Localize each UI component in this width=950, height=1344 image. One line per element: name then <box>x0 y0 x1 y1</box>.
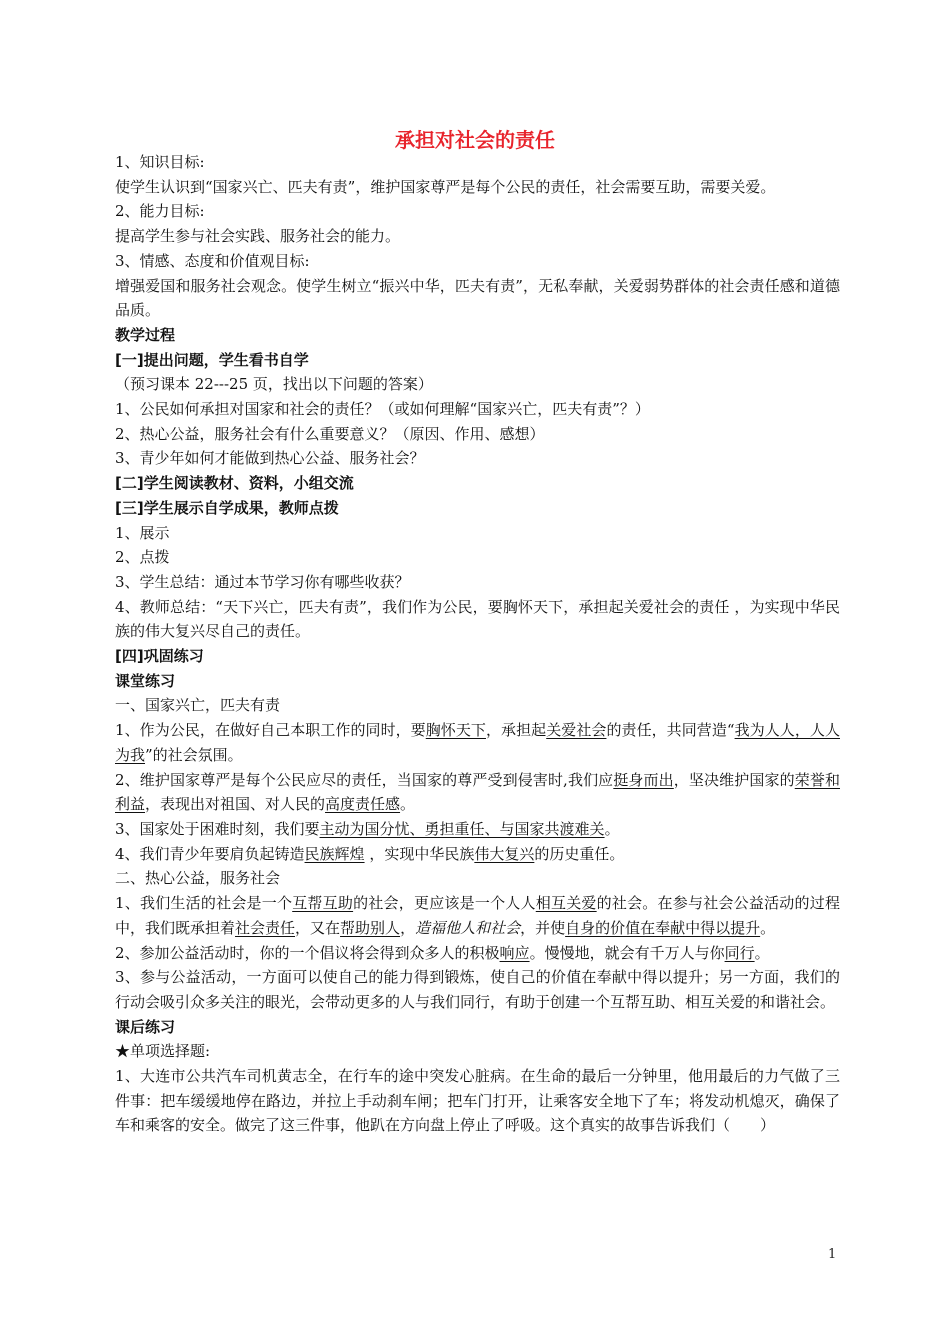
knowledge-text: 使学生认识到“国家兴亡、匹夫有责”，维护国家尊严是每个公民的责任，社会需要互助，需要关爱。 <box>115 177 776 196</box>
document-body <box>115 150 840 1138</box>
text-run: ，并使 <box>520 918 566 937</box>
step4-heading: [四]巩固练习 <box>115 647 204 666</box>
answer-blank: 胸怀天下 <box>425 721 486 740</box>
answer-blank: 我为人人，人人为我 <box>115 721 840 764</box>
section1-heading: 一、国家兴亡，匹夫有责 <box>115 696 281 715</box>
homework-heading: 课后练习 <box>115 1017 176 1036</box>
text-run: 的社会。在参与社会公益活动的过程中，我们既承担着 <box>115 894 840 937</box>
answer-blank: 响应 <box>499 943 530 962</box>
answer-blank: 互帮互助 <box>292 894 354 913</box>
step1-question-3: 3、青少年如何才能做到热心公益、服务社会？ <box>115 449 425 468</box>
answer-blank: 高度责任感 <box>325 795 401 814</box>
answer-blank: 关爱社会 <box>546 721 607 740</box>
exercise-2-3: 3、参与公益活动，一方面可以使自己的能力得到锻炼，使自己的价值在奉献中得以提升；另一方面，我们的行动会吸引众多关注的眼光，会带动更多的人与我们同行，有助于创建一个互帮互助、相互关爱的和谐社会。 <box>115 968 840 1011</box>
step3-item-4: 4、教师总结：“天下兴亡，匹夫有责”，我们作为公民，要胸怀天下，承担起关爱社会的责任 ，为实现中华民族的伟大复兴尽自己的责任。 <box>115 597 840 641</box>
answer-blank: 伟大复兴 <box>474 844 535 863</box>
answer-blank: 民族辉煌 <box>304 844 365 863</box>
text-run: 。 <box>754 943 770 962</box>
text-run: ，坚决维护国家的 <box>673 770 795 789</box>
section2-heading: 二、热心公益，服务社会 <box>115 869 281 888</box>
text-run: ”的社会氛围。 <box>145 745 243 764</box>
step3-item-2: 2、点拨 <box>115 548 170 567</box>
text-run: 的责任，共同营造“ <box>606 721 735 740</box>
answer-italic: 造福他人和社会 <box>415 918 521 937</box>
answer-blank: 自身的价值在奉献中得以提升 <box>565 918 761 937</box>
step1-note: （预习课本 22---25 页，找出以下问题的答案） <box>115 375 433 394</box>
multiple-choice-heading: ★单项选择题: <box>115 1042 211 1061</box>
text-run: 的历史重任。 <box>534 844 625 863</box>
text-run: 3、国家处于困难时刻，我们要 <box>115 819 320 838</box>
answer-blank: 同行 <box>724 943 755 962</box>
text-run: ，又在 <box>295 918 341 937</box>
exercise-2-1 <box>115 891 840 940</box>
exercise-1-4 <box>115 842 840 867</box>
text-run: 。 <box>604 819 620 838</box>
text-run: ，表现出对祖国、对人民的 <box>145 795 326 814</box>
text-run: ，实现中华民族 <box>364 844 475 863</box>
answer-blank: 帮助别人 <box>340 918 401 937</box>
classroom-heading: 课堂练习 <box>115 671 176 690</box>
step1-question-1: 1、公民如何承担对国家和社会的责任？（或如何理解“国家兴亡，匹夫有责”？） <box>115 400 650 419</box>
step1-heading: [一]提出问题，学生看书自学 <box>115 350 309 369</box>
text-run: 1、我们生活的社会是一个 <box>115 894 293 913</box>
step2-heading: [二]学生阅读教材、资料，小组交流 <box>115 474 354 493</box>
emotion-heading: 3、情感、态度和价值观目标: <box>115 251 310 270</box>
page-title: 承担对社会的责任 <box>395 128 555 152</box>
page-number: 1 <box>828 1247 837 1262</box>
text-run: ， <box>400 918 416 937</box>
emotion-text: 增强爱国和服务社会观念。使学生树立“振兴中华，匹夫有责”，无私奉献，关爱弱势群体的社会责任感和道德品质。 <box>115 276 840 320</box>
exercise-1-1 <box>115 718 840 767</box>
answer-blank: 相互关爱 <box>535 894 597 913</box>
text-run: 1、作为公民，在做好自己本职工作的同时，要 <box>115 721 426 740</box>
step1-question-2: 2、热心公益，服务社会有什么重要意义？（原因、作用、感想） <box>115 424 545 443</box>
text-run: 2、维护国家尊严是每个公民应尽的责任，当国家的尊严受到侵害时,我们应 <box>115 770 614 789</box>
step3-heading: [三]学生展示自学成果，教师点拨 <box>115 498 339 517</box>
ability-heading: 2、能力目标: <box>115 202 205 221</box>
text-run: 4、我们青少年要肩负起铸造 <box>115 844 305 863</box>
exercise-1-3 <box>115 817 840 842</box>
answer-blank: 社会责任 <box>235 918 296 937</box>
text-run: 。 <box>400 795 416 814</box>
text-run: ，承担起 <box>485 721 547 740</box>
knowledge-heading: 1、知识目标: <box>115 153 205 171</box>
step3-item-3: 3、学生总结：通过本节学习你有哪些收获？ <box>115 572 410 591</box>
text-run: 。 <box>760 918 776 937</box>
ability-text: 提高学生参与社会实践、服务社会的能力。 <box>115 227 401 246</box>
text-run: 的社会，更应该是一个人人 <box>353 894 536 913</box>
homework-question-1: 1、大连市公共汽车司机黄志全，在行车的途中突发心脏病。在生命的最后一分钟里，他用最后的力气做了三件事：把车缓缓地停在路边，并拉上手动刹车闸；把车门打开，让乘客安全地下了车；将发动机熄灭，确保了车和乘客的安全。做完了这三件事，他趴在方向盘上停止了呼吸。这个真实的故事告诉我们（ ） <box>115 1067 840 1135</box>
text-run: 。慢慢地，就会有千万人与你 <box>529 943 725 962</box>
exercise-2-2 <box>115 941 840 966</box>
step3-item-1: 1、展示 <box>115 523 170 542</box>
answer-blank: 挺身而出 <box>613 770 674 789</box>
answer-blank: 主动为国分忧、勇担重任、与国家共渡难关 <box>319 819 605 838</box>
exercise-1-2 <box>115 768 840 817</box>
text-run: 2、参加公益活动时，你的一个倡议将会得到众多人的积极 <box>115 943 500 962</box>
answer-blank: 荣誉和利益 <box>115 770 840 814</box>
process-heading: 教学过程 <box>115 325 176 344</box>
